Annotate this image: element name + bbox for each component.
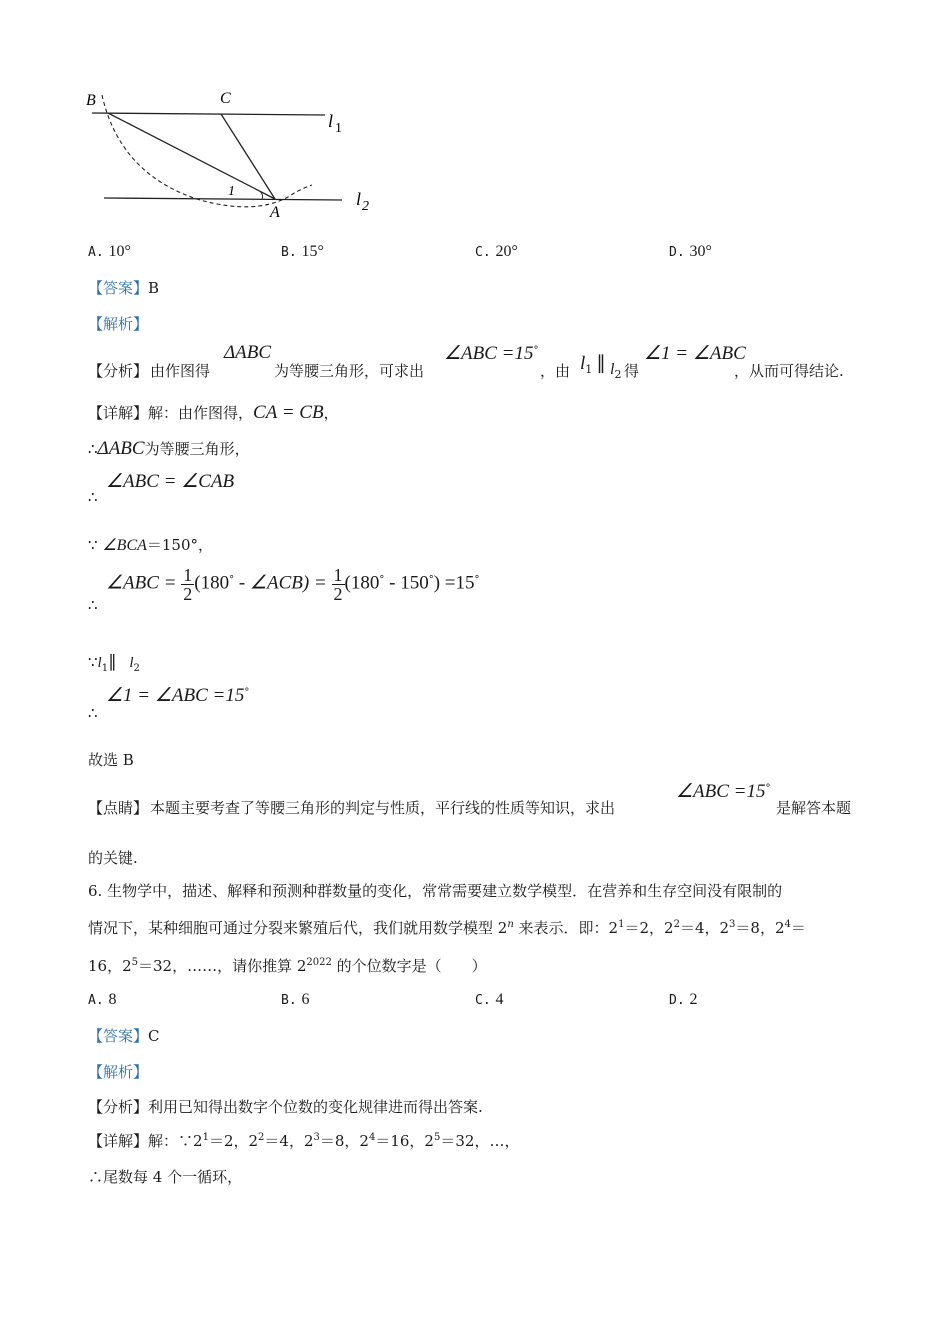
q5-answer [88,277,159,298]
answer-tag: 【答案】 [88,1027,149,1045]
detail-text: 解：由作图得， [148,404,254,422]
option-letter: D. [669,245,685,260]
q6-stem-line2: 情况下，某种细胞可通过分裂来繁殖后代，我们就用数学模型 2$^n$ 来表示．即：$2^1=2$，$2^2=4$，$2^3=8$，$2^4=$ [88,919,806,937]
q6-stem-line1: 6. 生物学中，描述、解释和预测种群数量的变化，常常需要建立数学模型．在营养和生存空间没有限制的 [88,882,783,900]
fenxi-text-1: 由作图得 [150,362,211,380]
q5-option-b[interactable] [281,242,324,261]
q6-option-b[interactable] [281,990,309,1009]
option-letter: D. [669,993,685,1008]
fenxi-text-2: 为等腰三角形，可求出 [274,362,425,380]
q5-option-d[interactable] [669,242,712,261]
option-letter: A. [88,993,104,1008]
q6-fenxi: 【分析】利用已知得出数字个位数的变化规律进而得出答案. [88,1098,483,1116]
q5-line7-math: ∠1 = ∠ABC =15° [106,685,250,706]
q5-line6: $\because l_1\parallel$ $l_2$ [88,652,140,674]
option-value: 20° [495,243,518,260]
q5-detail-line1: 【详解】解：由作图得，CA = CB， [88,402,339,423]
q6-answer [88,1025,160,1046]
option-value: 10° [108,243,131,260]
line-l1 [92,113,325,115]
detail-math: CA = CB [253,402,324,423]
dashed-arc [102,95,312,207]
q5-option-a[interactable] [88,242,131,261]
option-letter: B. [281,245,297,260]
fenxi-math-2: ∠ABC =15° [444,343,539,364]
q5-dianjing-line2: 的关键. [88,849,138,867]
q6-analysis-tag [88,1061,148,1082]
answer-value: B [148,279,160,297]
fenxi-math-1: ΔABC [224,342,272,363]
option-value: 30° [689,243,712,260]
answer-tag: 【答案】 [88,279,149,297]
q6-option-d[interactable] [669,990,697,1009]
label-b: B [86,92,96,109]
option-value: 15° [301,243,324,260]
q5-analysis-tag [88,313,148,334]
analysis-tag: 【解析】 [88,1063,149,1081]
q6-last-line: ∴尾数每 4 个一循环， [88,1168,243,1186]
option-letter: C. [475,993,491,1008]
q5-line3-symbol: ∴ [88,488,98,506]
fenxi-math-3b: $l_2$ [610,361,622,381]
segment-ba [108,113,275,199]
option-value: 6 [301,991,310,1008]
fenxi-text-3: ，由 [540,362,571,380]
option-letter: B. [281,993,297,1008]
option-letter: A. [88,245,104,260]
dianjing-text: 本题主要考查了等腰三角形的判定与性质，平行线的性质等知识，求出 [150,799,616,817]
option-value: 4 [495,991,504,1008]
dianjing-text-2: 是解答本题 [776,799,852,817]
label-a: A [270,204,280,221]
q6-stem-line3: 16，$2^5=32$，……，请你推算 $2^{2022}$ 的个位数字是（ ） [88,957,487,975]
fenxi-text-4: 得 [624,362,640,380]
q6-option-a[interactable] [88,990,116,1009]
option-value: 8 [108,991,117,1008]
dianjing-math: ∠ABC =15° [676,781,771,802]
geometry-diagram [80,85,380,225]
q5-line7-symbol: ∴ [88,704,98,722]
fenxi-math-4: ∠1 = ∠ABC [644,343,746,364]
fraction-half-2: $\frac{1}{2}$ [333,565,343,604]
q5-choose: 故选 B [88,751,134,769]
q5-line2: ∴ΔABC为等腰三角形， [88,438,250,459]
dianjing-tag: 【点睛】 [88,799,149,817]
option-value: 2 [689,991,698,1008]
q5-line5-symbol: ∴ [88,596,98,614]
line-l2 [104,198,342,200]
q5-line4: ∵ ∠BCA＝150°， [88,536,214,554]
q5-line5-math: ∠ABC = $\frac{1}{2}$ (180° - ∠ACB) = $\frac{1}{2}$ (180° - 150°) =15° [106,565,480,604]
answer-value: C [148,1027,160,1045]
q5-option-c[interactable] [475,242,518,261]
option-letter: C. [475,245,491,260]
label-c: C [220,90,231,107]
q5-line3-math: ∠ABC = ∠CAB [106,471,235,492]
detail-tag: 【详解】 [88,404,149,422]
fenxi-math-3: $l_1$ ∥ [580,353,606,376]
fraction-half: $\frac{1}{2}$ [183,565,193,604]
label-l1: l $_1$ [328,111,343,136]
q6-detail: 【详解】解：$\because 2^1=2$，$2^2=4$，$2^3=8$，$2^4=16$，$2^5=32$，…， [88,1132,520,1150]
label-angle-1: 1 [228,184,235,199]
q6-option-c[interactable] [475,990,503,1009]
fenxi-tag: 【分析】 [88,362,149,380]
analysis-tag: 【解析】 [88,315,149,333]
label-l2: $l_2$ [356,189,370,214]
fenxi-text-5: ，从而可得结论. [734,362,844,380]
